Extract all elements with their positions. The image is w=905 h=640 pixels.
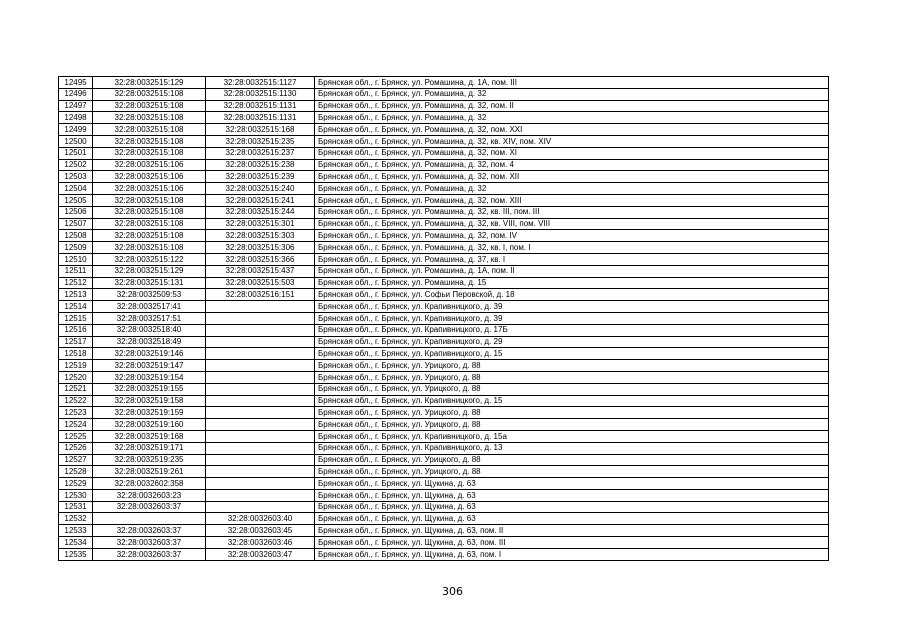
address-cell: Брянская обл., г. Брянск, ул. Крапивницкого, д. 15 [315,348,829,360]
row-number-cell: 12526 [59,442,93,454]
row-number-cell: 12517 [59,336,93,348]
address-cell: Брянская обл., г. Брянск, ул. Щукина, д. 63, пом. I [315,548,829,560]
row-number-cell: 12510 [59,253,93,265]
table-row [59,312,829,324]
parcel-cadastral-number-cell: 32:28:0032519:261 [93,466,206,478]
parcel-cadastral-number-cell: 32:28:0032515:108 [93,135,206,147]
parcel-cadastral-number-cell: 32:28:0032515:108 [93,147,206,159]
object-cadastral-number-cell: 32:28:0032515:1127 [206,77,315,89]
table-row [59,442,829,454]
parcel-cadastral-number-cell: 32:28:0032519:147 [93,360,206,372]
address-cell: Брянская обл., г. Брянск, ул. Крапивницкого, д. 13 [315,442,829,454]
address-cell: Брянская обл., г. Брянск, ул. Щукина, д. 63, пом. II [315,525,829,537]
address-cell: Брянская обл., г. Брянск, ул. Крапивницкого, д. 17Б [315,324,829,336]
row-number-cell: 12513 [59,289,93,301]
object-cadastral-number-cell [206,312,315,324]
object-cadastral-number-cell: 32:28:0032603:45 [206,525,315,537]
parcel-cadastral-number-cell: 32:28:0032519:171 [93,442,206,454]
address-cell: Брянская обл., г. Брянск, ул. Софьи Перовской, д. 18 [315,289,829,301]
parcel-cadastral-number-cell: 32:28:0032602:358 [93,478,206,490]
object-cadastral-number-cell: 32:28:0032515:244 [206,206,315,218]
parcel-cadastral-number-cell: 32:28:0032603:37 [93,525,206,537]
table-row [59,466,829,478]
row-number-cell: 12524 [59,419,93,431]
row-number-cell: 12534 [59,537,93,549]
parcel-cadastral-number-cell: 32:28:0032519:146 [93,348,206,360]
table-row [59,360,829,372]
parcel-cadastral-number-cell: 32:28:0032603:37 [93,537,206,549]
registry-table-body [59,77,829,561]
table-row [59,348,829,360]
address-cell: Брянская обл., г. Брянск, ул. Ромашина, д. 32, пом. XI [315,147,829,159]
table-row [59,430,829,442]
table-row [59,230,829,242]
parcel-cadastral-number-cell: 32:28:0032515:108 [93,218,206,230]
address-cell: Брянская обл., г. Брянск, ул. Ромашина, д. 32 [315,183,829,195]
row-number-cell: 12496 [59,88,93,100]
table-row [59,218,829,230]
address-cell: Брянская обл., г. Брянск, ул. Щукина, д. 63, пом. III [315,537,829,549]
row-number-cell: 12508 [59,230,93,242]
object-cadastral-number-cell: 32:28:0032515:437 [206,265,315,277]
parcel-cadastral-number-cell: 32:28:0032515:108 [93,124,206,136]
parcel-cadastral-number-cell: 32:28:0032603:23 [93,489,206,501]
parcel-cadastral-number-cell: 32:28:0032515:108 [93,206,206,218]
table-row [59,301,829,313]
address-cell: Брянская обл., г. Брянск, ул. Урицкого, д. 88 [315,419,829,431]
object-cadastral-number-cell [206,371,315,383]
row-number-cell: 12506 [59,206,93,218]
table-row [59,525,829,537]
table-row [59,265,829,277]
parcel-cadastral-number-cell: 32:28:0032519:154 [93,371,206,383]
parcel-cadastral-number-cell: 32:28:0032509:53 [93,289,206,301]
address-cell: Брянская обл., г. Брянск, ул. Ромашина, д. 1А, пом. III [315,77,829,89]
object-cadastral-number-cell [206,419,315,431]
object-cadastral-number-cell: 32:28:0032515:241 [206,194,315,206]
object-cadastral-number-cell: 32:28:0032515:1130 [206,88,315,100]
row-number-cell: 12500 [59,135,93,147]
row-number-cell: 12519 [59,360,93,372]
parcel-cadastral-number-cell: 32:28:0032519:158 [93,395,206,407]
address-cell: Брянская обл., г. Брянск, ул. Крапивницкого, д. 15 [315,395,829,407]
address-cell: Брянская обл., г. Брянск, ул. Ромашина, д. 32 [315,88,829,100]
table-row [59,77,829,89]
object-cadastral-number-cell [206,489,315,501]
address-cell: Брянская обл., г. Брянск, ул. Щукина, д. 63 [315,478,829,490]
address-cell: Брянская обл., г. Брянск, ул. Крапивницкого, д. 29 [315,336,829,348]
table-row [59,513,829,525]
object-cadastral-number-cell: 32:28:0032515:303 [206,230,315,242]
parcel-cadastral-number-cell: 32:28:0032603:37 [93,501,206,513]
table-row [59,537,829,549]
address-cell: Брянская обл., г. Брянск, ул. Щукина, д. 63 [315,501,829,513]
parcel-cadastral-number-cell: 32:28:0032515:106 [93,159,206,171]
table-row [59,324,829,336]
address-cell: Брянская обл., г. Брянск, ул. Ромашина, д. 37, кв. I [315,253,829,265]
object-cadastral-number-cell: 32:28:0032515:1131 [206,112,315,124]
address-cell: Брянская обл., г. Брянск, ул. Урицкого, д. 88 [315,371,829,383]
parcel-cadastral-number-cell: 32:28:0032519:155 [93,383,206,395]
address-cell: Брянская обл., г. Брянск, ул. Щукина, д. 63 [315,513,829,525]
address-cell: Брянская обл., г. Брянск, ул. Ромашина, д. 1А, пом. II [315,265,829,277]
object-cadastral-number-cell [206,454,315,466]
object-cadastral-number-cell [206,360,315,372]
row-number-cell: 12518 [59,348,93,360]
address-cell: Брянская обл., г. Брянск, ул. Урицкого, д. 88 [315,466,829,478]
row-number-cell: 12502 [59,159,93,171]
object-cadastral-number-cell: 32:28:0032603:40 [206,513,315,525]
parcel-cadastral-number-cell: 32:28:0032519:159 [93,407,206,419]
address-cell: Брянская обл., г. Брянск, ул. Ромашина, д. 32, кв. VIII, пом. VIII [315,218,829,230]
row-number-cell: 12509 [59,242,93,254]
address-cell: Брянская обл., г. Брянск, ул. Ромашина, д. 32, пом. XXI [315,124,829,136]
row-number-cell: 12530 [59,489,93,501]
table-row [59,454,829,466]
object-cadastral-number-cell: 32:28:0032515:503 [206,277,315,289]
row-number-cell: 12523 [59,407,93,419]
parcel-cadastral-number-cell: 32:28:0032515:122 [93,253,206,265]
object-cadastral-number-cell: 32:28:0032515:301 [206,218,315,230]
table-row [59,289,829,301]
object-cadastral-number-cell [206,324,315,336]
address-cell: Брянская обл., г. Брянск, ул. Щукина, д. 63 [315,489,829,501]
table-row [59,206,829,218]
table-row [59,395,829,407]
address-cell: Брянская обл., г. Брянск, ул. Урицкого, д. 88 [315,407,829,419]
table-row [59,135,829,147]
row-number-cell: 12525 [59,430,93,442]
table-row [59,159,829,171]
parcel-cadastral-number-cell: 32:28:0032515:108 [93,194,206,206]
table-row [59,147,829,159]
address-cell: Брянская обл., г. Брянск, ул. Крапивницкого, д. 39 [315,301,829,313]
address-cell: Брянская обл., г. Брянск, ул. Крапивницкого, д. 15а [315,430,829,442]
row-number-cell: 12507 [59,218,93,230]
object-cadastral-number-cell [206,466,315,478]
address-cell: Брянская обл., г. Брянск, ул. Ромашина, д. 32, кв. I, пом. I [315,242,829,254]
parcel-cadastral-number-cell: 32:28:0032515:129 [93,265,206,277]
row-number-cell: 12511 [59,265,93,277]
row-number-cell: 12535 [59,548,93,560]
address-cell: Брянская обл., г. Брянск, ул. Урицкого, д. 88 [315,383,829,395]
row-number-cell: 12499 [59,124,93,136]
parcel-cadastral-number-cell: 32:28:0032515:108 [93,112,206,124]
table-row [59,277,829,289]
parcel-cadastral-number-cell: 32:28:0032515:131 [93,277,206,289]
parcel-cadastral-number-cell: 32:28:0032515:108 [93,100,206,112]
object-cadastral-number-cell: 32:28:0032515:235 [206,135,315,147]
object-cadastral-number-cell [206,407,315,419]
table-row [59,478,829,490]
row-number-cell: 12527 [59,454,93,466]
table-row [59,253,829,265]
parcel-cadastral-number-cell: 32:28:0032519:168 [93,430,206,442]
object-cadastral-number-cell [206,383,315,395]
table-row [59,548,829,560]
row-number-cell: 12504 [59,183,93,195]
address-cell: Брянская обл., г. Брянск, ул. Урицкого, д. 88 [315,454,829,466]
object-cadastral-number-cell [206,336,315,348]
parcel-cadastral-number-cell: 32:28:0032518:40 [93,324,206,336]
address-cell: Брянская обл., г. Брянск, ул. Ромашина, д. 32 [315,112,829,124]
object-cadastral-number-cell: 32:28:0032515:366 [206,253,315,265]
address-cell: Брянская обл., г. Брянск, ул. Ромашина, д. 32, пом. II [315,100,829,112]
object-cadastral-number-cell: 32:28:0032515:237 [206,147,315,159]
table-row [59,88,829,100]
row-number-cell: 12503 [59,171,93,183]
row-number-cell: 12533 [59,525,93,537]
table-row [59,371,829,383]
object-cadastral-number-cell [206,301,315,313]
object-cadastral-number-cell: 32:28:0032515:306 [206,242,315,254]
parcel-cadastral-number-cell: 32:28:0032515:108 [93,242,206,254]
row-number-cell: 12529 [59,478,93,490]
table-row [59,112,829,124]
row-number-cell: 12497 [59,100,93,112]
table-row [59,419,829,431]
parcel-cadastral-number-cell: 32:28:0032519:160 [93,419,206,431]
row-number-cell: 12528 [59,466,93,478]
row-number-cell: 12505 [59,194,93,206]
row-number-cell: 12512 [59,277,93,289]
object-cadastral-number-cell: 32:28:0032515:1131 [206,100,315,112]
row-number-cell: 12520 [59,371,93,383]
table-row [59,124,829,136]
object-cadastral-number-cell [206,501,315,513]
row-number-cell: 12532 [59,513,93,525]
table-row [59,489,829,501]
parcel-cadastral-number-cell: 32:28:0032518:49 [93,336,206,348]
address-cell: Брянская обл., г. Брянск, ул. Крапивницкого, д. 39 [315,312,829,324]
address-cell: Брянская обл., г. Брянск, ул. Ромашина, д. 32, пом. XIII [315,194,829,206]
address-cell: Брянская обл., г. Брянск, ул. Урицкого, д. 88 [315,360,829,372]
object-cadastral-number-cell: 32:28:0032515:240 [206,183,315,195]
row-number-cell: 12522 [59,395,93,407]
table-row [59,183,829,195]
row-number-cell: 12521 [59,383,93,395]
parcel-cadastral-number-cell: 32:28:0032515:106 [93,171,206,183]
parcel-cadastral-number-cell: 32:28:0032515:108 [93,88,206,100]
table-row [59,407,829,419]
parcel-cadastral-number-cell: 32:28:0032603:37 [93,548,206,560]
object-cadastral-number-cell: 32:28:0032515:238 [206,159,315,171]
parcel-cadastral-number-cell: 32:28:0032515:129 [93,77,206,89]
table-row [59,383,829,395]
object-cadastral-number-cell: 32:28:0032515:168 [206,124,315,136]
row-number-cell: 12498 [59,112,93,124]
object-cadastral-number-cell: 32:28:0032516:151 [206,289,315,301]
object-cadastral-number-cell: 32:28:0032603:46 [206,537,315,549]
object-cadastral-number-cell [206,430,315,442]
address-cell: Брянская обл., г. Брянск, ул. Ромашина, д. 32, кв. XIV, пом. XIV [315,135,829,147]
page-number: 306 [442,585,463,598]
parcel-cadastral-number-cell: 32:28:0032519:235 [93,454,206,466]
address-cell: Брянская обл., г. Брянск, ул. Ромашина, д. 15 [315,277,829,289]
object-cadastral-number-cell [206,348,315,360]
parcel-cadastral-number-cell: 32:28:0032517:51 [93,312,206,324]
parcel-cadastral-number-cell: 32:28:0032517:41 [93,301,206,313]
address-cell: Брянская обл., г. Брянск, ул. Ромашина, д. 32, пом. XII [315,171,829,183]
row-number-cell: 12501 [59,147,93,159]
address-cell: Брянская обл., г. Брянск, ул. Ромашина, д. 32, пом. 4 [315,159,829,171]
registry-table [58,76,829,561]
row-number-cell: 12515 [59,312,93,324]
row-number-cell: 12531 [59,501,93,513]
table-row [59,194,829,206]
parcel-cadastral-number-cell: 32:28:0032515:108 [93,230,206,242]
table-row [59,501,829,513]
object-cadastral-number-cell: 32:28:0032515:239 [206,171,315,183]
address-cell: Брянская обл., г. Брянск, ул. Ромашина, д. 32, пом. IV [315,230,829,242]
object-cadastral-number-cell [206,478,315,490]
object-cadastral-number-cell [206,442,315,454]
table-row [59,242,829,254]
row-number-cell: 12514 [59,301,93,313]
row-number-cell: 12495 [59,77,93,89]
table-row [59,336,829,348]
parcel-cadastral-number-cell: 32:28:0032515:106 [93,183,206,195]
row-number-cell: 12516 [59,324,93,336]
object-cadastral-number-cell: 32:28:0032603:47 [206,548,315,560]
object-cadastral-number-cell [206,395,315,407]
address-cell: Брянская обл., г. Брянск, ул. Ромашина, д. 32, кв. III, пом. III [315,206,829,218]
table-row [59,171,829,183]
table-row [59,100,829,112]
parcel-cadastral-number-cell [93,513,206,525]
